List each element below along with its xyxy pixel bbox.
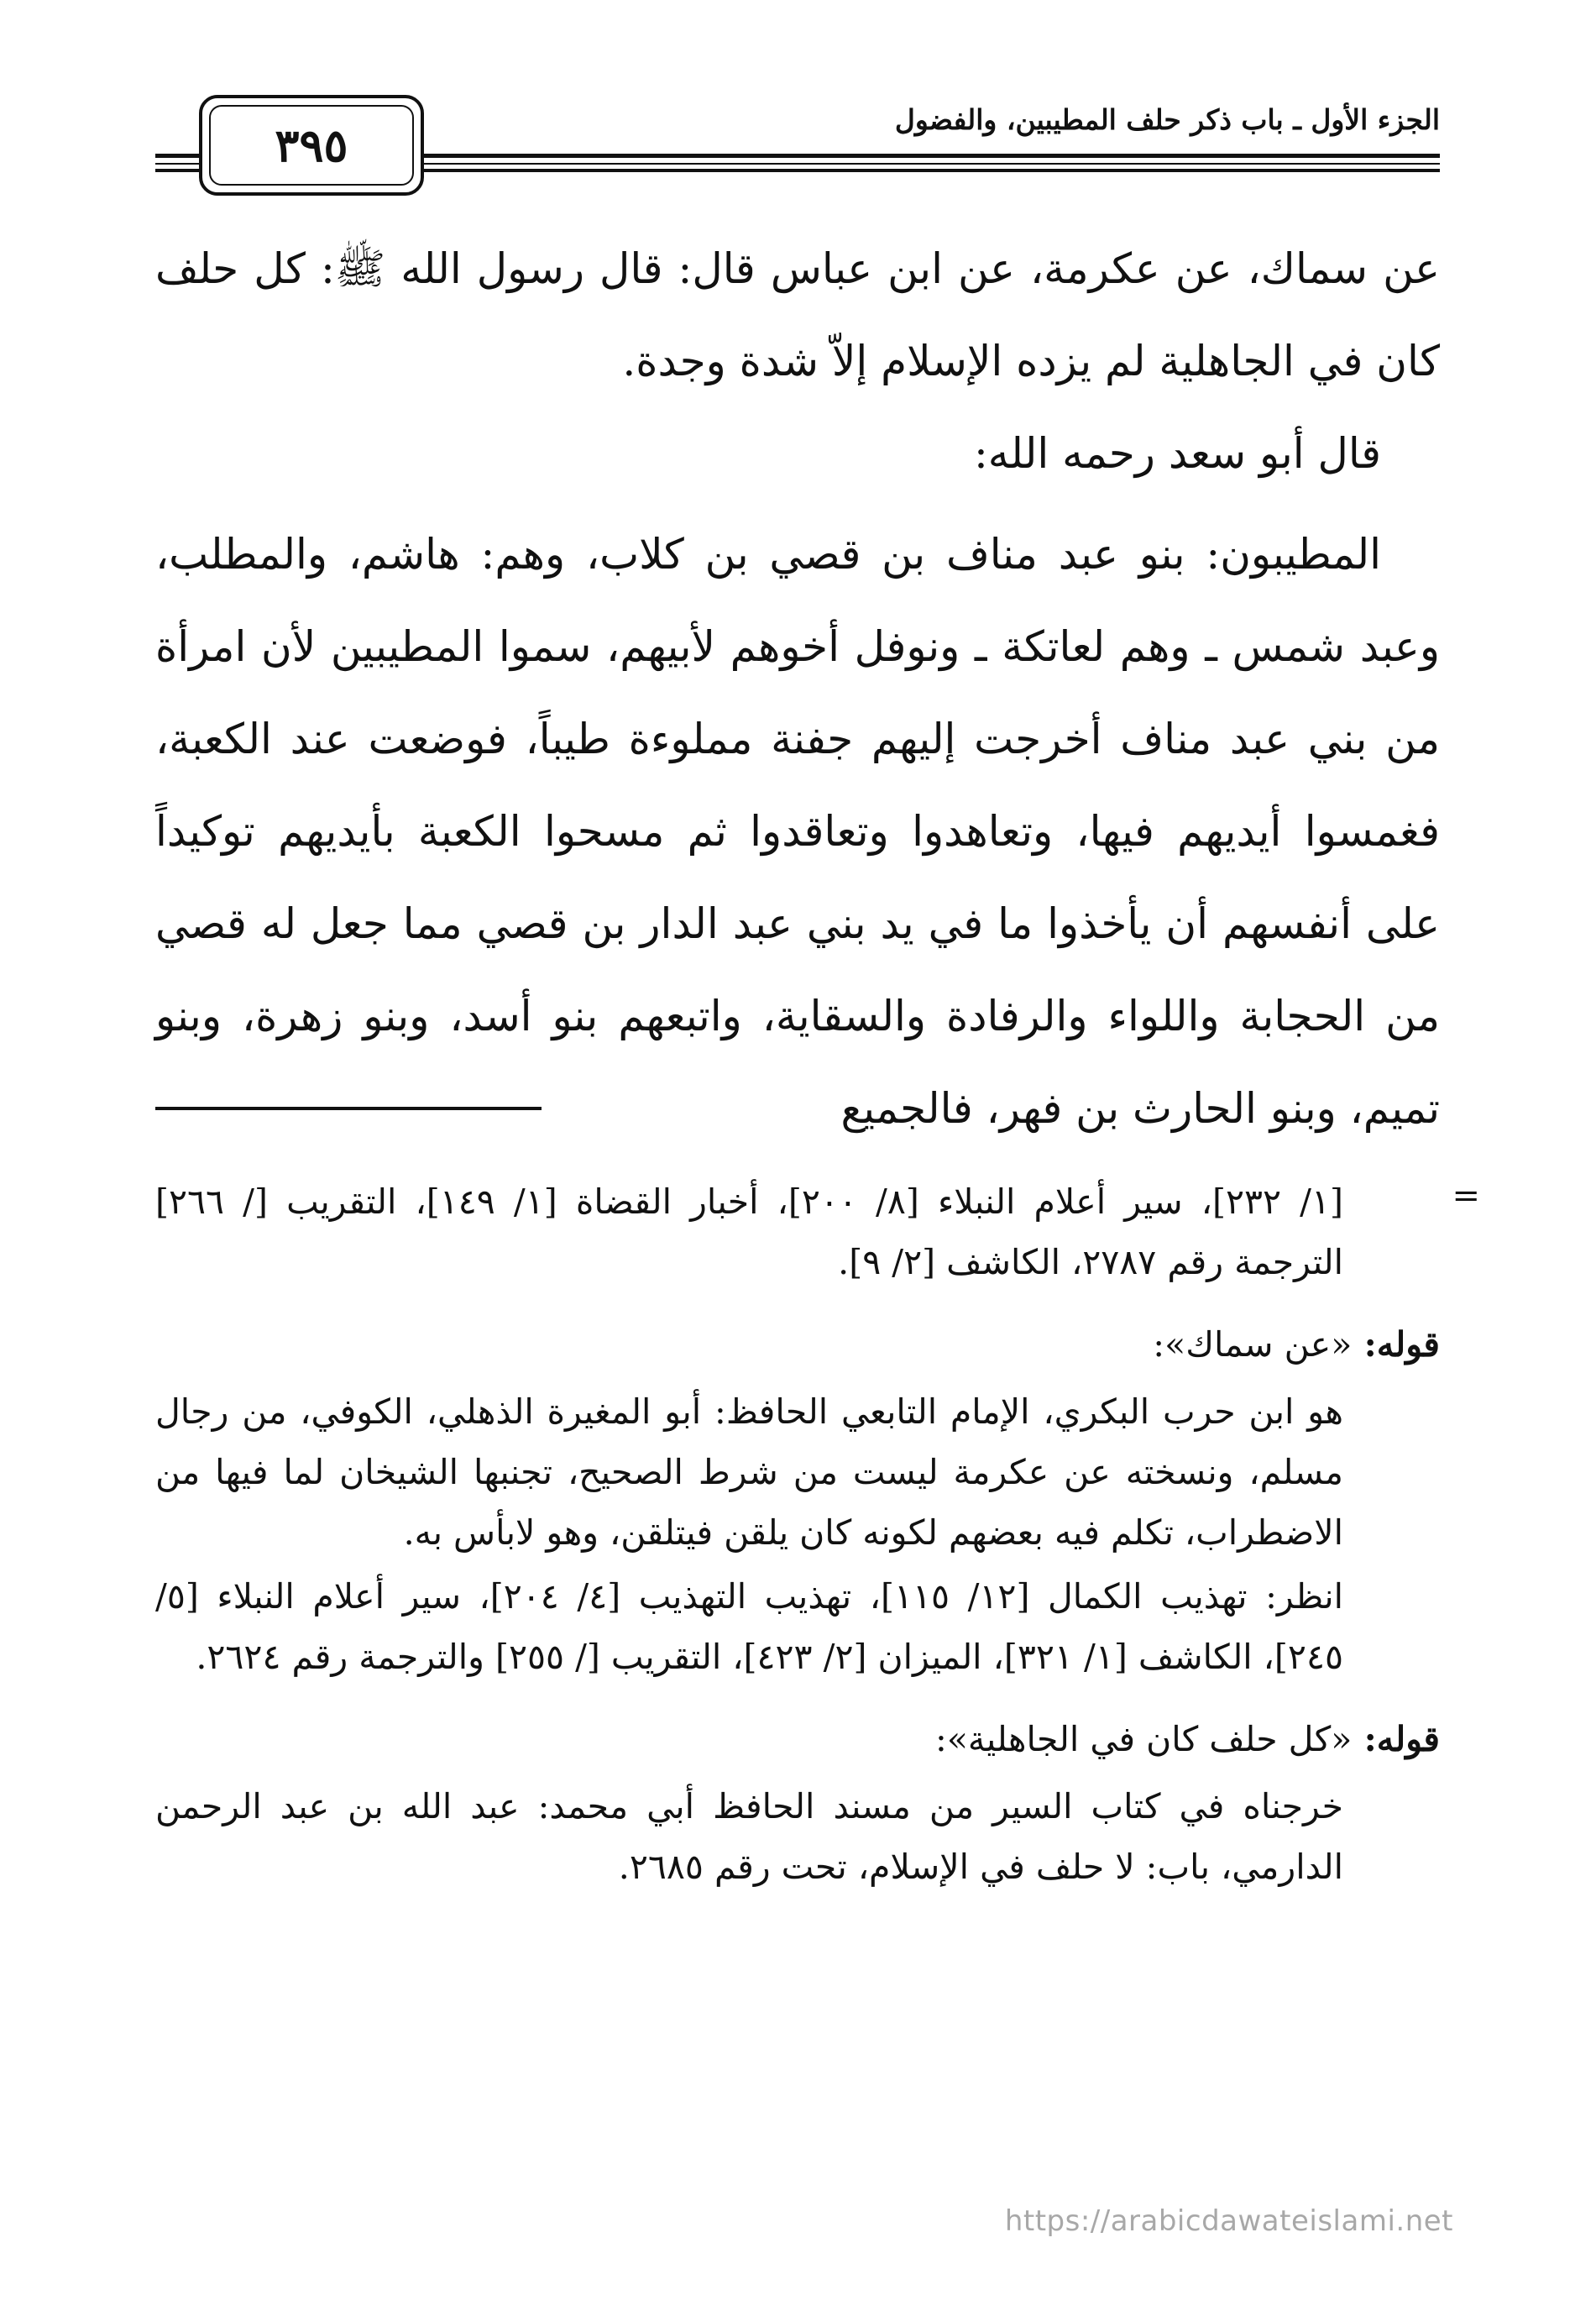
body-paragraph: قال أبو سعد رحمه الله:	[973, 429, 1381, 478]
footnote-text: خرجناه في كتاب السير من مسند الحافظ أبي محمد: عبد الله بن عبد الرحمن الدارمي، باب: لا حلف في الإسلام، تحت رقم ٢٦٨٥.	[155, 1786, 1343, 1887]
page-number-frame-inner	[209, 105, 414, 186]
running-title: الجزء الأول ـ باب ذكر حلف المطيبين، والفضول	[894, 103, 1440, 136]
footnote-text: هو ابن حرب البكري، الإمام التابعي الحافظ: أبو المغيرة الذهلي، الكوفي، من رجال مسلم، ونسخته عن عكرمة ليست من شرط الصحيح، تجنبها الشيخان لما فيها من الاضطراب، تكلم فيه بعضهم لكونه كان يلقن فيتلقن، وهو لابأس به.	[155, 1391, 1343, 1553]
footnote-quote: «عن سماك»:	[1153, 1324, 1353, 1365]
footnote-label: قوله:	[1363, 1719, 1440, 1759]
footnote-heading	[155, 1709, 1440, 1769]
footnote-quote: «كل حلف كان في الجاهلية»:	[935, 1719, 1353, 1759]
page-number: ٣٩٥	[275, 118, 348, 172]
footnote-separator	[155, 1107, 542, 1110]
footnote-references: انظر: تهذيب الكمال [١٢/ ١١٥]، تهذيب التهذيب [٤/ ٢٠٤]، سير أعلام النبلاء [٥/ ٢٤٥]، الكاشف [١/ ٣٢١]، الميزان [٢/ ٤٢٣]، التقريب [/ ٢٥٥] والترجمة رقم ٢٦٢٤.	[155, 1576, 1343, 1677]
footnotes	[155, 1171, 1480, 1897]
watermark-url: https://arabicdawateislami.net	[1004, 2204, 1453, 2238]
page-header	[155, 88, 1440, 197]
body-paragraph: عن سماك، عن عكرمة، عن ابن عباس قال: قال رسول الله ﷺ: كل حلف كان في الجاهلية لم يزده الإسلام إلاّ شدة وجدة.	[155, 244, 1440, 385]
body-paragraph: المطيبون: بنو عبد مناف بن قصي بن كلاب، وهم: هاشم، والمطلب، وعبد شمس ـ وهم لعاتكة ـ ونوفل أخوهم لأبيهم، سموا المطيبين لأن امرأة من بني عبد مناف أخرجت إليهم جفنة مملوءة طيباً، فوضعت عند الكعبة، فغمسوا أيديهم فيها، وتعاهدوا وتعاقدوا ثم مسحوا الكعبة بأيديهم توكيداً على أنفسهم أن يأخذوا ما في يد بني عبد الدار بن قصي مما جعل له قصي من الحجابة واللواء والرفادة والسقاية، واتبعهم بنو أسد، وبنو زهرة، وبنو تميم، وبنو الحارث بن فهر، فالجميع	[155, 530, 1440, 1133]
continuation-mark: =	[1452, 1176, 1480, 1215]
footnote-label: قوله:	[1363, 1324, 1440, 1365]
footnote-continued-text: [١/ ٢٣٢]، سير أعلام النبلاء [٨/ ٢٠٠]، أخبار القضاة [١/ ١٤٩]، التقريب [/ ٢٦٦] الترجمة رقم ٢٧٨٧، الكاشف [٢/ ٩].	[155, 1182, 1343, 1282]
main-text	[155, 223, 1440, 1155]
footnote-heading	[155, 1314, 1440, 1375]
page-number-frame	[199, 95, 424, 196]
